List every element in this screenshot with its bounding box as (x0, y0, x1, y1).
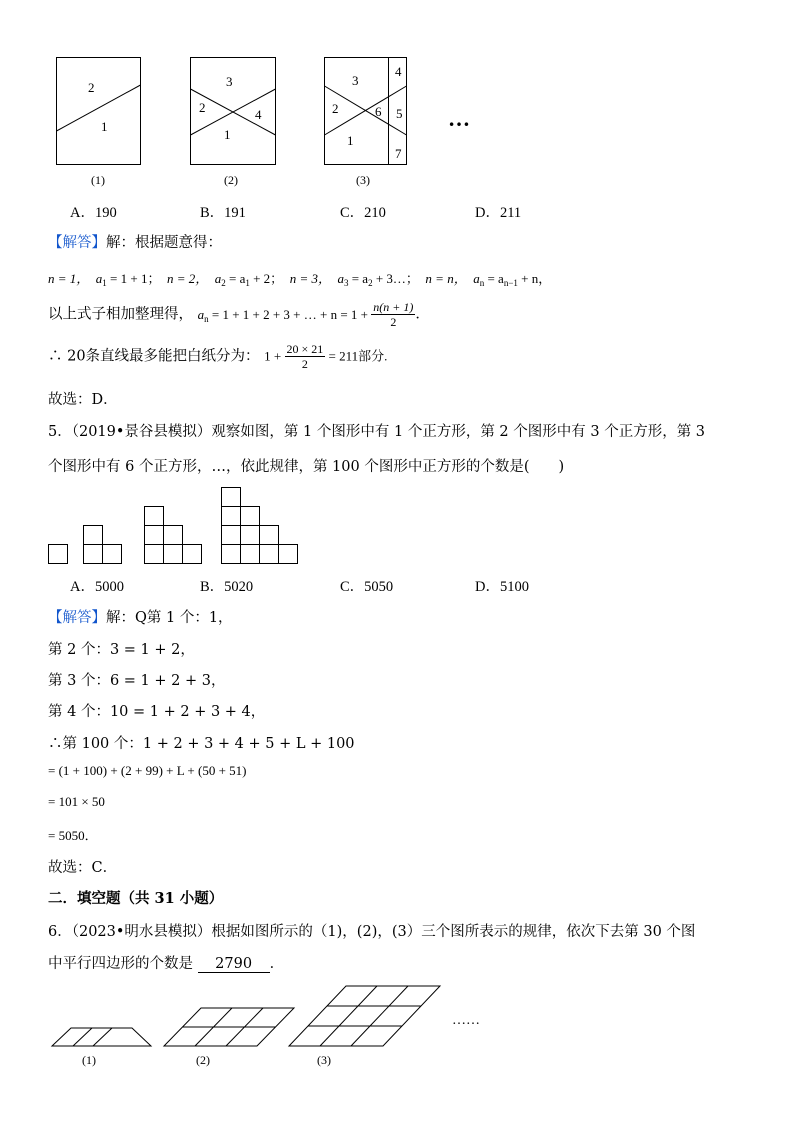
q5-step: = 5050． (48, 828, 98, 843)
q5-option-c: C．5050 (340, 579, 394, 595)
q4-answer-intro: 解：根据题意得： (106, 235, 222, 251)
q5-step: 第 3 个：6 = 1 + 2 + 3， (48, 673, 226, 689)
q5-choice: 故选：C． (48, 860, 118, 876)
q5-step: = 101 × 50 (48, 794, 105, 809)
q4-option-b: B．191 (200, 205, 246, 221)
q4-sum-line: 以上式子相加整理得， $a_n = 1 + 1 + 2 + 3$ + … + n = 1 + $\frac{n(n + 1)}{2}$ ． (48, 300, 430, 329)
q4-fig2-region: 4 (255, 107, 262, 122)
q4-fig3-region: 1 (347, 133, 354, 148)
q4-ellipsis: … (448, 106, 470, 131)
q4-fig3-region: 7 (395, 146, 402, 161)
q4-choice: 故选：D． (48, 392, 118, 408)
q6-figures (44, 980, 494, 1072)
q4-option-d: D．211 (475, 205, 522, 221)
q4-sum-fraction: $\frac{n(n + 1)}{2}$ (373, 300, 414, 329)
q6-stem-line1: 6．（2023•明水县模拟）根据如图所示的（1)，(2)，(3）三个图所表示的规律，依次下去第 30 个图 (48, 924, 696, 940)
q4-sum-text: 以上式子相加整理得， (48, 306, 193, 323)
q4-fig3-region: 4 (395, 64, 402, 79)
q6-fig-label: (3) (317, 1053, 331, 1067)
q5-option-b: B．5020 (200, 579, 254, 595)
q4-figures (40, 50, 490, 195)
q4-fig-label: (1) (91, 173, 105, 187)
q6-ellipsis: …… (452, 1013, 480, 1028)
q4-fig2-region: 3 (226, 74, 233, 89)
q4-fig1-line (57, 85, 141, 131)
q4-fig1-region: 2 (88, 80, 95, 95)
section-title: 二．填空题（共 31 小题） (48, 890, 224, 907)
q4-fig1-rect (57, 58, 141, 165)
q6-stem-line2: 中平行四边形的个数是 2790 ． (48, 956, 285, 972)
q4-fig-label: (2) (224, 173, 238, 187)
q4-derive-line: n = 1， $a_1 = 1 + 1$； n = 2， $a_2 = a_1 + 2$； n = 3， $a_3 = a_2$ + 3…； n = n， $a_n = a_{n-1} + n$， (48, 271, 552, 288)
q5-answer-tag: 【解答】 (48, 610, 106, 626)
q4-fig3-region: 3 (352, 73, 359, 88)
q4-fig3-region: 2 (332, 101, 339, 116)
q6-fig-label: (1) (82, 1053, 96, 1067)
q5-stem-line2: 个图形中有 6 个正方形，…，依此规律，第 100 个图形中正方形的个数是( ) (48, 459, 565, 475)
q4-fig2-region: 1 (224, 127, 231, 142)
q5-option-a: A．5000 (70, 579, 124, 595)
q5-stem-line1: 5．（2019•景谷县模拟）观察如图，第 1 个图形中有 1 个正方形，第 2 个图形中有 3 个正方形，第 3 (48, 424, 706, 440)
q4-answer-tag: 【解答】 (48, 235, 106, 251)
q5-answer-first: 解：Q第 1 个：1， (106, 610, 233, 626)
q4-fig-label: (3) (356, 173, 370, 187)
q5-step: ∴第 100 个：1 + 2 + 3 + 4 + 5 + L + 100 (48, 736, 355, 752)
q4-answer-intro-line (48, 231, 222, 252)
q4-fig3-region: 5 (396, 106, 403, 121)
q5-step: = (1 + 100) + (2 + 99) + L + (50 + 51) (48, 763, 247, 778)
q5-figures (44, 484, 304, 566)
q5-option-d: D．5100 (475, 579, 529, 595)
q5-step: 第 2 个：3 = 1 + 2， (48, 642, 195, 658)
q6-fig-label: (2) (196, 1053, 210, 1067)
q4-option-c: C．210 (340, 205, 386, 221)
q6-answer: 2790 (198, 956, 270, 973)
q4-fig1-region: 1 (101, 119, 108, 134)
q5-answer-first-line (48, 606, 233, 627)
q4-option-a: A．190 (70, 205, 117, 221)
q5-step: 第 4 个：10 = 1 + 2 + 3 + 4， (48, 704, 266, 720)
q4-conclusion-line: ∴ 20条直线最多能把白纸分为： 1 + $\frac{20 \times 21}{2}$ = 211部分. (48, 342, 388, 371)
q4-fig2-region: 2 (199, 100, 206, 115)
q4-conclusion-fraction: $\frac{20 \times 21}{2}$ (286, 342, 324, 371)
q4-fig3-region: 6 (375, 104, 382, 119)
